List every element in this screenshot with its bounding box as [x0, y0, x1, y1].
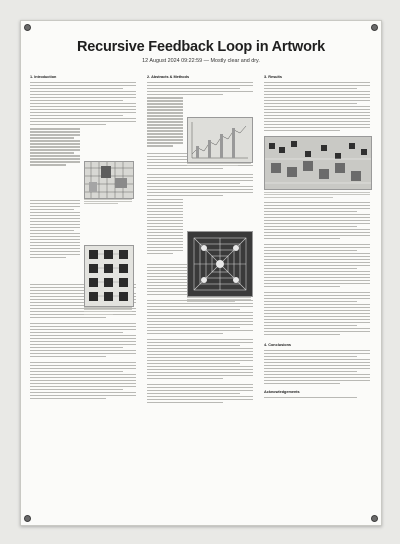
column-2: [147, 75, 253, 405]
figure-3-caption: [187, 163, 251, 167]
pin-top-right: [371, 24, 378, 31]
figure-4-image: [187, 231, 253, 297]
pin-bottom-right: [371, 515, 378, 522]
section-heading-abstracts-methods: 2. Abstracts & Methods: [147, 75, 190, 79]
pin-top-left: [24, 24, 31, 31]
page-subtitle: 12 August 2024 09:22:59 — Mostly clear and dry.: [142, 58, 260, 64]
figure-5-image: [264, 136, 372, 190]
figure-2-caption: [84, 307, 132, 316]
page-title: Recursive Feedback Loop in Artwork: [76, 39, 326, 55]
section-heading-introduction: 1. Introduction: [30, 75, 57, 79]
figure-4-caption: [187, 297, 251, 304]
results-text: [264, 82, 370, 131]
figure-2-image: [84, 245, 134, 307]
results-text-2: [264, 202, 370, 335]
poster-sheet: [20, 20, 382, 526]
figure-3-image: [187, 117, 253, 163]
figure-1-caption: [84, 199, 132, 206]
intro-text-wrap: [30, 128, 80, 165]
pin-bottom-left: [24, 515, 31, 522]
column-1: [30, 75, 136, 401]
intro-text-wrap-2: [30, 200, 80, 258]
section-heading-results: 3. Results: [264, 75, 282, 79]
section-heading-acknowledgements: Acknowledgements: [264, 390, 300, 395]
methods-text: [147, 82, 253, 95]
conclusions-text: [264, 350, 370, 384]
methods-text-wrap-2: [147, 199, 183, 254]
methods-text-wrap: [147, 97, 183, 146]
intro-text: [30, 82, 136, 125]
acknowledgements-text: [264, 397, 370, 398]
section-heading-conclusions: 4. Conclusions: [264, 342, 292, 347]
figure-5-caption: [264, 192, 370, 197]
column-3: [264, 75, 370, 400]
figure-1-image: [84, 161, 134, 199]
